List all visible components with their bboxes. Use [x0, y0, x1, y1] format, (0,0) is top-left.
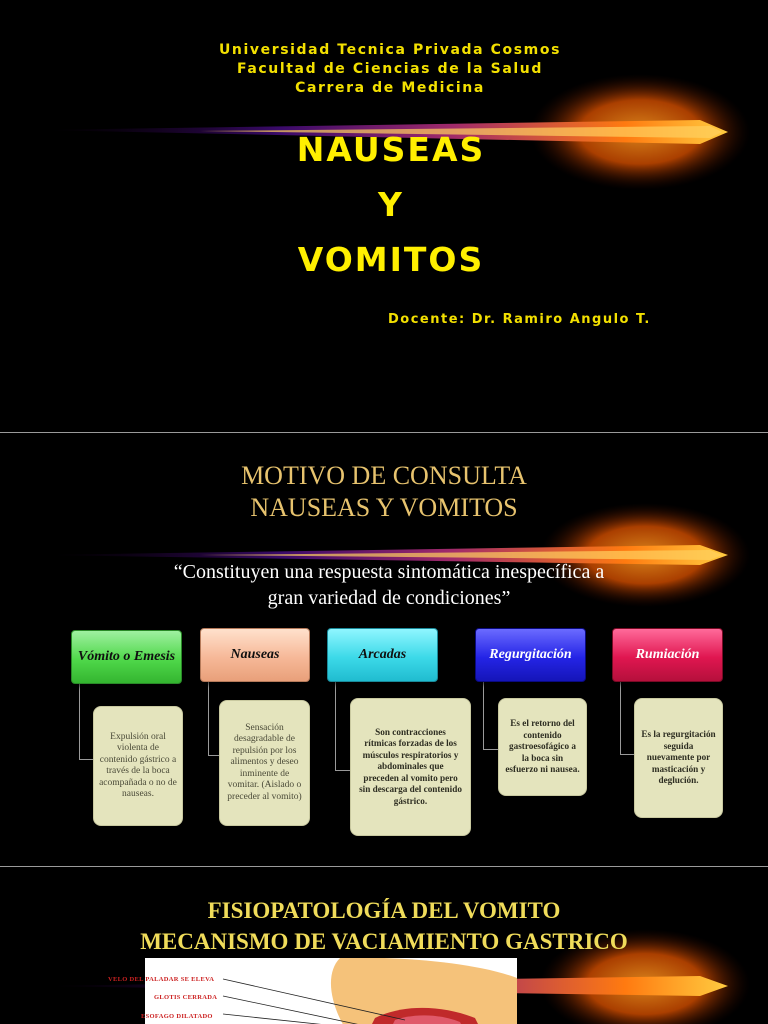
term-desc-arcadas: Son contracciones rítmicas forzadas de los músculos respiratorios y abdominales que preceden al vomito pero sin descarga del contenido gástrico.	[350, 698, 471, 836]
university-header	[0, 41, 768, 98]
term-desc-nauseas: Sensación desagradable de repulsión por los alimentos y deseo inminente de vomitar. (Aislado o preceder al vomito)	[219, 700, 310, 826]
term-header-nauseas: Nauseas	[200, 628, 310, 682]
title-slide	[0, 0, 768, 432]
label-glotis: GLOTIS CERRADA	[154, 994, 218, 1001]
slide3-title	[0, 895, 768, 957]
slide3-title-line1: FISIOPATOLOGÍA DEL VOMITO	[207, 898, 561, 923]
term-header-rumiacion: Rumiación	[612, 628, 723, 682]
term-header-arcadas: Arcadas	[327, 628, 438, 682]
label-esofago: ESOFAGO DILATADO	[141, 1013, 213, 1020]
consultation-slide	[0, 434, 768, 866]
title-nauseas: NAUSEAS	[296, 130, 486, 169]
quote-line2: gran variedad de condiciones”	[267, 587, 511, 609]
slide2-title	[0, 460, 768, 524]
definition-quote	[0, 559, 768, 611]
slide2-title-line1: MOTIVO DE CONSULTA	[241, 461, 527, 490]
term-desc-vomito: Expulsión oral violenta de contenido gástrico a través de la boca acompañada o no de nauseas.	[93, 706, 183, 826]
slide2-title-line2: NAUSEAS Y VOMITOS	[250, 493, 518, 522]
quote-line1: “Constituyen una respuesta sintomática inespecífica a	[173, 561, 605, 583]
label-velo-paladar: VELO DEL PALADAR SE ELEVA	[108, 976, 215, 983]
slide-separator	[0, 866, 768, 867]
docente-credit: Docente: Dr. Ramiro Angulo T.	[388, 312, 651, 327]
university-name: Universidad Tecnica Privada Cosmos	[218, 42, 562, 58]
term-header-vomito: Vómito o Emesis	[71, 630, 182, 684]
term-desc-regurgitacion: Es el retorno del contenido gastroesofágico a la boca sin esfuerzo ni nausea.	[498, 698, 587, 796]
faculty-name: Facultad de Ciencias de la Salud	[237, 61, 543, 77]
title-y: Y	[378, 185, 404, 224]
term-header-regurgitacion: Regurgitación	[475, 628, 586, 682]
term-desc-rumiacion: Es la regurgitación seguida nuevamente por masticación y deglución.	[634, 698, 723, 818]
slide-separator	[0, 432, 768, 433]
slide3-title-line2: MECANISMO DE VACIAMIENTO GASTRICO	[140, 929, 628, 954]
title-vomitos: VOMITOS	[297, 240, 485, 279]
physiopathology-slide	[0, 868, 768, 1024]
career-name: Carrera de Medicina	[295, 80, 485, 96]
